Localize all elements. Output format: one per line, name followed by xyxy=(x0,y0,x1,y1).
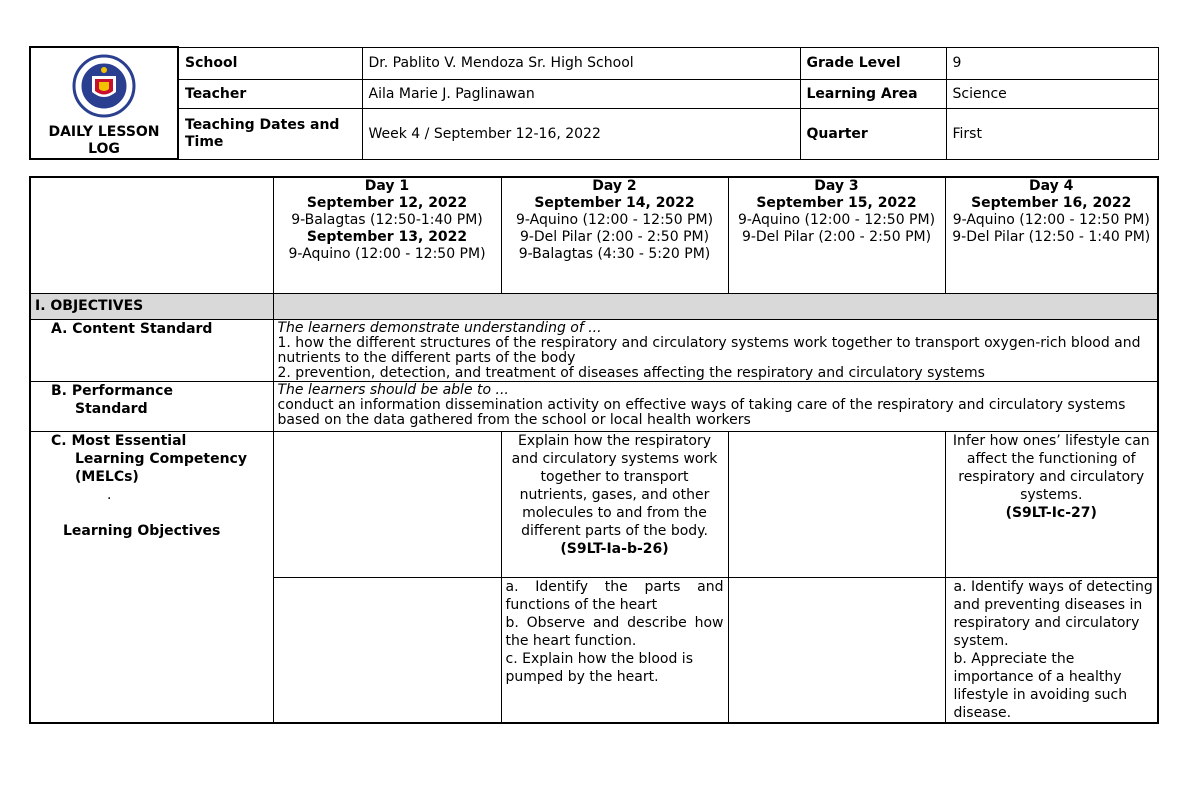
melc-day2-text: Explain how the respiratory and circulatory systems work together to transport nutrients, gases, and other molecules to and from the different parts of the body. xyxy=(511,432,718,539)
day3-schedule-2: 9-Del Pilar (2:00 - 2:50 PM) xyxy=(741,229,932,245)
quarter-value: First xyxy=(946,108,1158,159)
melc-day1-cell xyxy=(273,431,501,577)
teaching-dates-label: Teaching Dates and Time xyxy=(178,108,362,159)
day2-date: September 14, 2022 xyxy=(534,195,695,211)
day3-name: Day 3 xyxy=(814,178,859,194)
day1-header xyxy=(273,177,501,293)
performance-standard-label-line2: Standard xyxy=(75,400,148,417)
learning-area-value: Science xyxy=(946,80,1158,109)
teacher-label: Teacher xyxy=(178,80,362,109)
day2-schedule-1: 9-Aquino (12:00 - 12:50 PM) xyxy=(515,212,714,228)
melc-label-dot: . xyxy=(107,486,112,503)
day2-name: Day 2 xyxy=(592,178,637,194)
day3-header xyxy=(728,177,945,293)
performance-standard-label xyxy=(30,381,273,431)
melc-day4-code: (S9LT-Ic-27) xyxy=(1005,504,1097,521)
content-standard-intro: The learners demonstrate understanding of ... xyxy=(277,319,602,336)
melc-day4-cell xyxy=(945,431,1158,577)
lo-day1-cell xyxy=(273,577,501,723)
day4-date: September 16, 2022 xyxy=(971,195,1132,211)
melc-label-line3: (MELCs) xyxy=(75,468,139,485)
day1-schedule-1: 9-Balagtas (12:50-1:40 PM) xyxy=(291,212,483,228)
lo-day3-cell xyxy=(728,577,945,723)
lo-day2-b: b. Observe and describe how the heart function. xyxy=(505,614,724,649)
day1-schedule-2: 9-Aquino (12:00 - 12:50 PM) xyxy=(288,246,486,262)
day2-header xyxy=(501,177,728,293)
performance-standard-label-line1: B. Performance xyxy=(51,382,173,399)
objectives-heading-band xyxy=(273,293,1158,319)
teaching-dates-value: Week 4 / September 12-16, 2022 xyxy=(362,108,800,159)
blank-corner-cell xyxy=(30,177,273,293)
melc-day2-code: (S9LT-Ia-b-26) xyxy=(560,540,669,557)
day4-schedule-1: 9-Aquino (12:00 - 12:50 PM) xyxy=(952,212,1150,228)
performance-standard-text: conduct an information dissemination activity on effective ways of taking care of the respiratory and circulatory systems based on the data gathered from the school or local health workers xyxy=(277,396,1126,428)
day1-name: Day 1 xyxy=(364,178,410,194)
day4-header xyxy=(945,177,1158,293)
content-standard-item-1: 1. how the different structures of the respiratory and circulatory systems work together to transport oxygen-rich blood and nutrients to the different parts of the body xyxy=(277,334,1141,366)
melc-day4-text: Infer how ones’ lifestyle can affect the functioning of respiratory and circulatory systems. xyxy=(952,432,1150,503)
day2-schedule-3: 9-Balagtas (4:30 - 5:20 PM) xyxy=(518,246,711,262)
day3-date: September 15, 2022 xyxy=(756,195,917,211)
learning-objectives-label: Learning Objectives xyxy=(63,522,221,539)
school-value: Dr. Pablito V. Mendoza Sr. High School xyxy=(362,47,800,80)
teacher-value: Aila Marie J. Paglinawan xyxy=(362,80,800,109)
performance-standard-cell xyxy=(273,381,1158,431)
day1-date: September 12, 2022 xyxy=(306,195,468,211)
day4-name: Day 4 xyxy=(1029,178,1074,194)
header-table xyxy=(29,46,1159,160)
melc-label-cell xyxy=(30,431,273,723)
school-label: School xyxy=(178,47,362,80)
day2-schedule-2: 9-Del Pilar (2:00 - 2:50 PM) xyxy=(519,229,710,245)
lesson-table xyxy=(29,176,1159,724)
grade-level-label: Grade Level xyxy=(800,47,946,80)
melc-day3-cell xyxy=(728,431,945,577)
lo-day4-b: b. Appreciate the importance of a healthy lifestyle in avoiding such disease. xyxy=(953,650,1128,721)
learning-area-label: Learning Area xyxy=(800,80,946,109)
melc-label-line2: Learning Competency xyxy=(75,450,247,467)
content-standard-label xyxy=(30,319,273,381)
lo-day2-c: c. Explain how the blood is pumped by the heart. xyxy=(505,650,693,685)
performance-standard-intro: The learners should be able to ... xyxy=(277,381,509,398)
logo-cell xyxy=(30,47,178,159)
content-standard-label-text: A. Content Standard xyxy=(51,320,213,337)
daily-lesson-log-title: DAILY LESSON LOG xyxy=(48,124,160,157)
lo-day4-a: a. Identify ways of detecting and preventing diseases in respiratory and circulatory system. xyxy=(953,578,1153,649)
content-standard-cell xyxy=(273,319,1158,381)
lo-day4-cell xyxy=(945,577,1158,723)
objectives-heading: I. OBJECTIVES xyxy=(30,293,273,319)
day4-schedule-2: 9-Del Pilar (12:50 - 1:40 PM) xyxy=(952,229,1151,245)
melc-day2-cell xyxy=(501,431,728,577)
grade-level-value: 9 xyxy=(946,47,1158,80)
day3-schedule-1: 9-Aquino (12:00 - 12:50 PM) xyxy=(737,212,936,228)
quarter-label: Quarter xyxy=(800,108,946,159)
lo-day2-a: a. Identify the parts and functions of the heart xyxy=(505,578,724,613)
day1-date-2: September 13, 2022 xyxy=(306,229,468,245)
content-standard-item-2: 2. prevention, detection, and treatment of diseases affecting the respiratory and circulatory systems xyxy=(277,364,985,381)
deped-seal-logo xyxy=(66,54,142,118)
melc-label-line1: C. Most Essential xyxy=(51,432,187,449)
lo-day2-cell xyxy=(501,577,728,723)
